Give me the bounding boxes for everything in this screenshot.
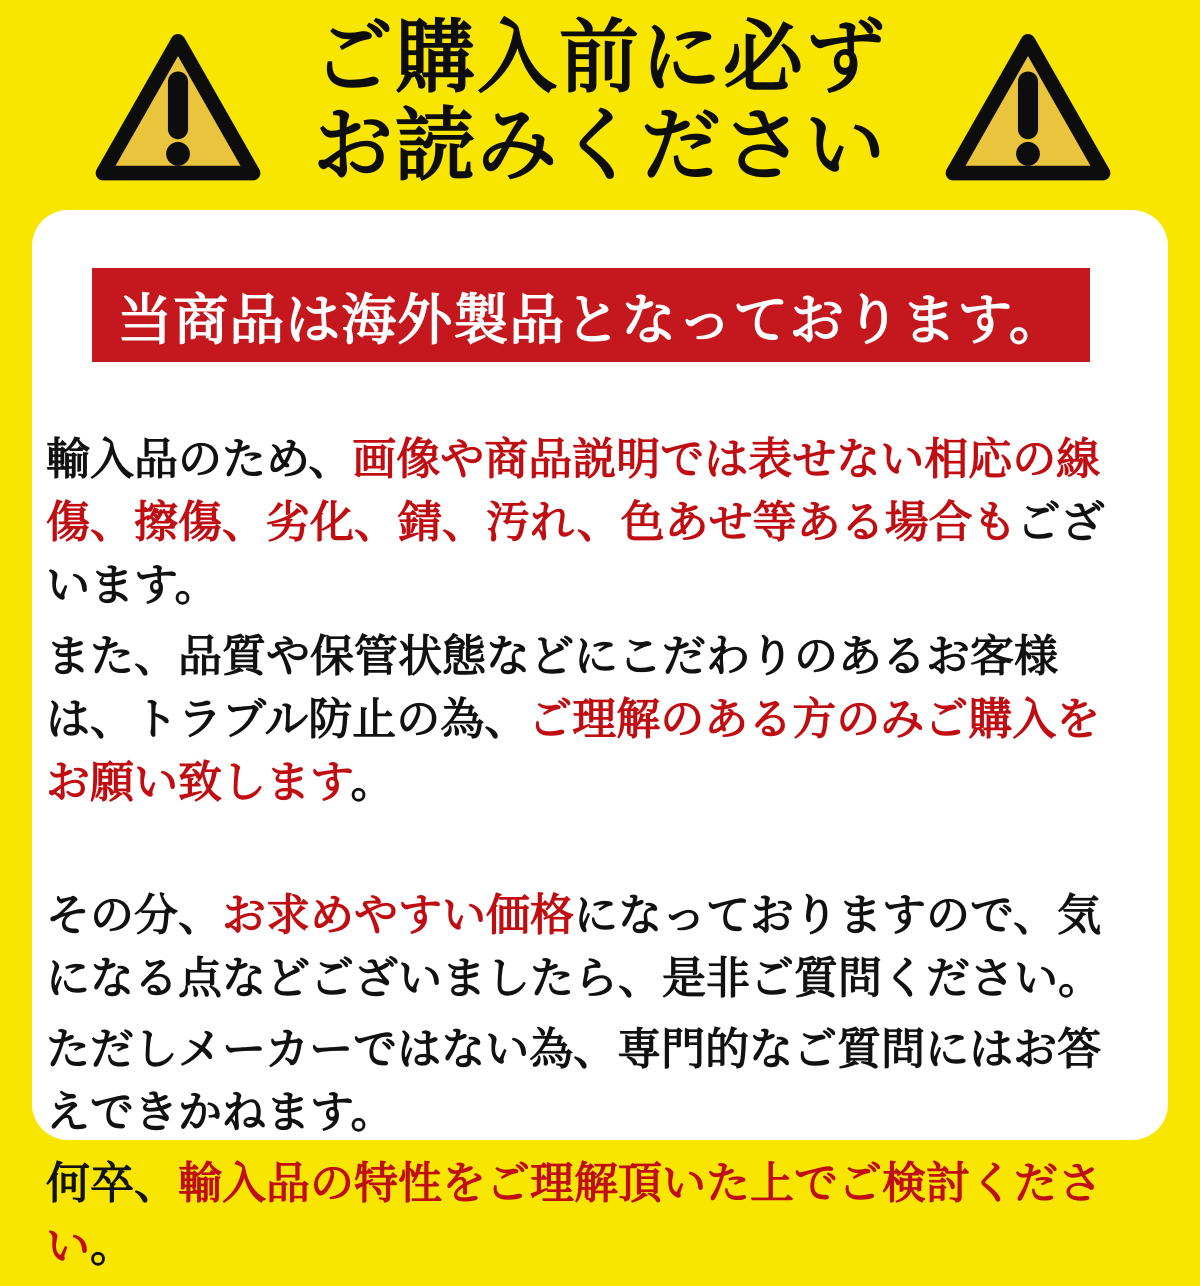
overseas-product-banner-text: 当商品は海外製品となっております。 <box>117 287 1065 352</box>
text-segment: ただしメーカーではない為、専門的なご質問にはお答えできかねます。 <box>46 1024 1102 1138</box>
notice-sentence <box>46 625 1136 814</box>
text-segment: また、品質や保管状態などにこだわりのあるお客様は、トラブル防止の為、 <box>46 631 1058 745</box>
notice-sentence <box>46 1018 1136 1144</box>
text-segment-highlight: ご理解のある方のみご購入をお願い致します <box>46 694 1101 808</box>
text-segment-highlight: お求めやすい価格 <box>222 890 574 941</box>
text-segment: その分、 <box>46 890 222 941</box>
text-segment: 何卒、 <box>46 1158 178 1209</box>
notice-sentence <box>46 884 1136 1010</box>
notice-text <box>46 428 1136 1286</box>
page-title-line1: ご購入前に必ず <box>313 11 887 104</box>
exclamation-dot <box>1016 142 1040 166</box>
header <box>0 0 1200 210</box>
text-segment-highlight: 輸入品の特性をご理解頂いた上でご検討ください <box>46 1158 1102 1272</box>
text-segment: 輸入品のため、 <box>46 434 353 485</box>
text-segment: ございます。 <box>46 497 1105 611</box>
text-segment-highlight: 画像や商品説明では表せない相応の線傷、擦傷、劣化、錆、汚れ、色あせ等ある場合も <box>46 434 1101 548</box>
overseas-product-banner <box>92 268 1090 362</box>
text-segment: 。 <box>350 757 395 808</box>
notice-sentence <box>46 1152 1136 1278</box>
content-panel <box>32 210 1168 1272</box>
page-title-line2: お読みください <box>313 99 887 192</box>
text-segment: 。 <box>90 1221 134 1272</box>
paragraph-gap <box>46 822 1136 884</box>
text-segment: になっておりますので、気になる点などございましたら、是非ご質問ください。 <box>46 890 1102 1004</box>
notice-sentence <box>46 428 1136 617</box>
warning-triangle-icon <box>942 28 1114 190</box>
